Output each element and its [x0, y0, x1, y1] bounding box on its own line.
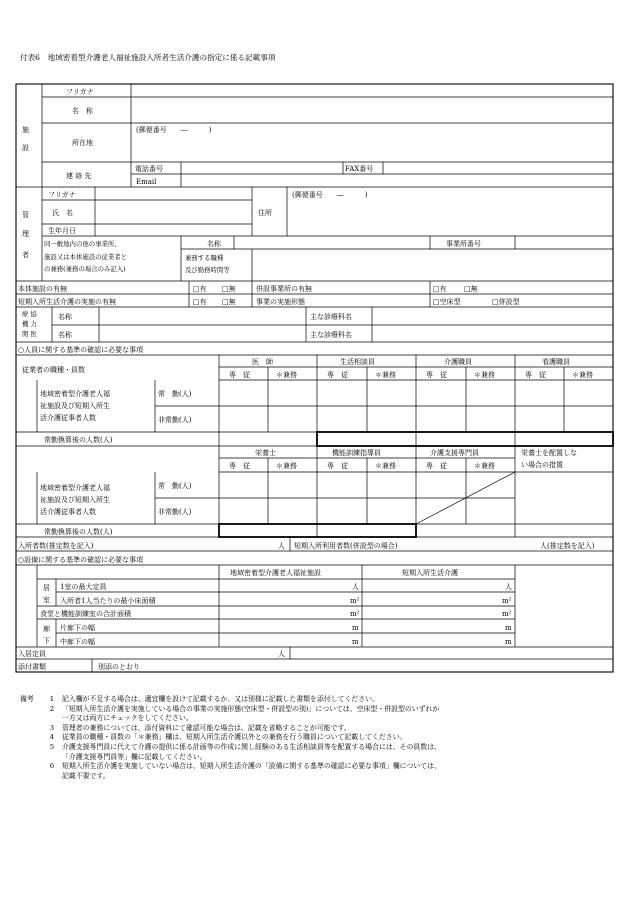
facility-section-label-2: 設 — [22, 144, 29, 152]
full-time-header: 専 従 — [229, 371, 250, 379]
short-stay-label: 短期入所生活介護の実施の有無 — [18, 298, 116, 306]
room-max-capacity-label: 1室の最大定員 — [60, 583, 107, 591]
regular-staff-label: 常 勤(人) — [158, 390, 192, 398]
combined-facility-no-checkbox[interactable]: □無 — [464, 285, 478, 293]
unit-sqm: m² — [502, 597, 512, 605]
col-short-stay: 短期入所生活介護 — [402, 569, 458, 577]
short-stay-users-unit: 人(推定数を記入) — [540, 542, 595, 550]
medical-name-label-2: 名称 — [58, 331, 72, 339]
remarks-heading: 備考 — [20, 695, 34, 703]
unit-m: m — [505, 624, 512, 632]
facility-postal-code: (郵便番号 ― ) — [136, 126, 212, 134]
capacity-unit: 人 — [278, 650, 285, 658]
concurrent-note-line-3: の兼務(兼務の場合のみ記入) — [44, 265, 126, 273]
unit-m: m — [352, 624, 359, 632]
medical-department-label-1: 主な診療科名 — [310, 313, 352, 321]
remark-text: 管理者の兼務については、添付資料にて確認可能な場合は、記載を省略することが可能です。 — [62, 723, 351, 732]
form-title: 付表6 地域密着型介護老人福祉施設入所者生活介護の指定に係る記載事項 — [20, 53, 276, 62]
remark-row — [20, 724, 620, 734]
role-doctor: 医 師 — [252, 358, 273, 366]
medical-name-label-1: 名称 — [58, 313, 72, 321]
concurrent-header: ＊兼務 — [276, 462, 297, 470]
medical-label-1: 療 協 — [22, 310, 37, 318]
dining-area-label: 食堂と機能訓練室の合計面積 — [40, 610, 131, 618]
remark-row — [20, 772, 620, 782]
manager-postal-code: (郵便番号 ― ) — [292, 191, 368, 199]
manager-name-label: 氏 名 — [52, 209, 73, 217]
full-time-header: 専 従 — [525, 371, 546, 379]
concurrent-header: ＊兼務 — [572, 371, 593, 379]
room-label-1: 居 — [43, 584, 50, 592]
remarks — [20, 695, 620, 781]
full-time-header: 専 従 — [229, 462, 250, 470]
converted-count-label: 常勤換算後の人数(人) — [44, 528, 113, 536]
remark-text: 「短期入所生活介護を実施している場合の事業の実施形態(空床型・併設型の別)」については、空床型・併設型のいずれか — [62, 704, 440, 713]
remark-number: 2 — [49, 704, 55, 713]
concurrent-header: ＊兼務 — [474, 371, 495, 379]
staff-group-2-line-2: 祉施設及び短期入所生 — [40, 496, 110, 504]
attachments-label: 添付書類 — [18, 663, 46, 671]
remark-row — [20, 705, 620, 715]
office-number-label: 事業所番号 — [446, 240, 481, 248]
unit-sqm: m² — [350, 610, 360, 618]
staff-group-1-line-2: 祉施設及び短期入所生 — [40, 402, 110, 410]
facility-fax-label: FAX番号 — [345, 165, 374, 173]
unit-sqm: m² — [502, 610, 512, 618]
corridor-label-1: 廊 — [43, 625, 50, 633]
combined-facility-yes-checkbox[interactable]: □有 — [433, 285, 447, 293]
remark-number: 4 — [49, 733, 55, 742]
corridor-label-2: 下 — [43, 637, 50, 645]
duty-label-line-1: 兼務する職種 — [185, 254, 224, 262]
nutritionist-note-line-1: 栄養士を配置しな — [521, 449, 577, 457]
remark-number: 5 — [49, 742, 55, 751]
remark-text: 従業員の職種・員数の「＊兼務」欄は、短期入所生活介護以外との兼務を行う職員について記載してください。 — [62, 733, 407, 742]
resident-count-unit: 人 — [278, 542, 285, 550]
nutritionist-note-line-2: い場合の措置 — [521, 461, 563, 469]
attachments-value: 別添のとおり — [98, 663, 140, 671]
remark-number: 1 — [49, 695, 55, 703]
unit-person: 人 — [505, 583, 512, 591]
manager-section-label-2: 理 — [22, 230, 29, 238]
room-min-area-label: 入所者1人当たりの最小床面積 — [60, 597, 156, 605]
remark-row — [20, 753, 620, 763]
service-form-label: 事業の実施形態 — [256, 298, 305, 306]
single-corridor-label: 片廊下の幅 — [60, 624, 95, 632]
medical-label-2: 機 力 — [22, 320, 37, 328]
col-main-facility: 地域密着型介護老人福祉施設 — [230, 569, 321, 577]
converted-count-box-1 — [317, 432, 613, 446]
part-time-staff-label: 非常勤(人) — [158, 508, 192, 516]
part-time-staff-label: 非常勤(人) — [158, 416, 192, 424]
unit-m: m — [352, 638, 359, 646]
remark-number: 6 — [49, 762, 55, 771]
manager-section-label-1: 管 — [22, 211, 29, 219]
middle-corridor-label: 中廊下の幅 — [60, 638, 95, 646]
remark-text: 記載不要です。 — [62, 771, 110, 780]
remark-row — [20, 733, 620, 743]
role-nurse: 看護職員 — [542, 358, 570, 366]
short-stay-users-label: 短期入所利用者数(併設型の場合) — [294, 542, 398, 550]
combined-facility-label: 併設事業所の有無 — [256, 285, 312, 293]
remark-row — [20, 762, 620, 772]
full-time-header: 専 従 — [327, 371, 348, 379]
remark-number: 3 — [49, 723, 55, 732]
remark-row — [20, 743, 620, 753]
concurrent-header: ＊兼務 — [375, 462, 396, 470]
remark-text: 短期入所生活介護を実施していない場合は、短期入所生活介護の「設備に関する基準の確認に必要な事項」欄については、 — [62, 762, 441, 771]
regular-staff-label: 常 勤(人) — [158, 482, 192, 490]
concurrent-header: ＊兼務 — [474, 462, 495, 470]
converted-count-label: 常勤換算後の人数(人) — [44, 436, 113, 444]
role-nutritionist: 栄養士 — [255, 449, 276, 457]
vacant-bed-checkbox[interactable]: □空床型 — [433, 298, 461, 306]
full-time-header: 専 従 — [327, 462, 348, 470]
unit-sqm: m² — [350, 597, 360, 605]
unit-person: 人 — [352, 583, 359, 591]
staff-group-2-line-1: 地域密着型介護老人福 — [40, 484, 110, 492]
manager-furigana-label: フリガナ — [48, 191, 76, 199]
concurrent-note-line-2: 施設又は本体施設の従業者と — [44, 253, 128, 261]
role-life-counselor: 生活相談員 — [340, 358, 375, 366]
facility-location-label: 所在地 — [72, 139, 93, 147]
facility-section-title: ○設備に関する基準の確認に必要な事項 — [18, 556, 144, 564]
concurrent-header: ＊兼務 — [375, 371, 396, 379]
staffing-section-title: ○人員に関する基準の確認に必要な事項 — [18, 346, 144, 354]
facility-furigana-label: フリガナ — [66, 88, 94, 96]
concurrent-header: ＊兼務 — [276, 371, 297, 379]
medical-label-3: 関 医 — [22, 330, 37, 338]
duty-label-line-2: 及び勤務時間等 — [185, 266, 230, 274]
full-time-header: 専 従 — [426, 371, 447, 379]
remark-text: 介護支援専門員に代えて介護の提供に係る計画等の作成に関し経験のある生活相談員等を配置する場合には、その員数は、 — [62, 742, 441, 751]
facility-phone-label: 電話番号 — [135, 165, 163, 173]
role-care-worker: 介護職員 — [444, 358, 472, 366]
main-facility-no-checkbox[interactable]: □無 — [222, 285, 236, 293]
concurrent-note-line-1: 同一敷地内の他の事業所、 — [44, 240, 121, 248]
staff-role-header: 従業者の職種・員数 — [22, 366, 85, 374]
facility-name-label: 名 称 — [72, 107, 93, 115]
unit-m: m — [505, 638, 512, 646]
remark-text: 一方又は両方にチェックをしてください。 — [62, 714, 193, 723]
role-care-manager: 介護支援専門員 — [430, 449, 479, 457]
manager-birthdate-label: 生年月日 — [48, 227, 76, 235]
remark-text: 「介護支援専門員等」欄に記載してください。 — [62, 752, 207, 761]
main-facility-label: 本体施設の有無 — [18, 285, 67, 293]
remark-row — [20, 695, 620, 705]
short-stay-no-checkbox[interactable]: □無 — [222, 298, 236, 306]
facility-contact-label: 連 絡 先 — [66, 172, 92, 180]
facility-section-label-1: 施 — [22, 126, 29, 134]
facility-email-label: Email — [136, 178, 157, 186]
manager-address-label: 住所 — [258, 209, 272, 217]
room-label-2: 室 — [43, 596, 50, 604]
full-time-header: 専 従 — [426, 462, 447, 470]
concurrent-name-label: 名称 — [207, 240, 221, 248]
medical-department-label-2: 主な診療科名 — [310, 331, 352, 339]
staff-group-2-line-3: 活介護従事者人数 — [40, 508, 96, 516]
remark-row — [20, 714, 620, 724]
converted-count-box-2 — [219, 524, 416, 537]
resident-count-label: 入所者数(推定数を記入) — [18, 542, 94, 550]
staff-group-1-line-1: 地域密着型介護老人福 — [40, 390, 110, 398]
staff-group-1-line-3: 活介護従事者人数 — [40, 414, 96, 422]
main-facility-yes-checkbox[interactable]: □有 — [193, 285, 207, 293]
capacity-label: 入居定員 — [18, 650, 46, 658]
manager-section-label-3: 者 — [22, 251, 29, 259]
short-stay-yes-checkbox[interactable]: □有 — [193, 298, 207, 306]
combined-type-checkbox[interactable]: □併設型 — [492, 298, 520, 306]
role-functional-trainer: 機能訓練指導員 — [332, 449, 381, 457]
remark-text: 記入欄が不足する場合は、適宜欄を設けて記載するか、又は別様に記載した書類を添付してください。 — [62, 695, 379, 703]
